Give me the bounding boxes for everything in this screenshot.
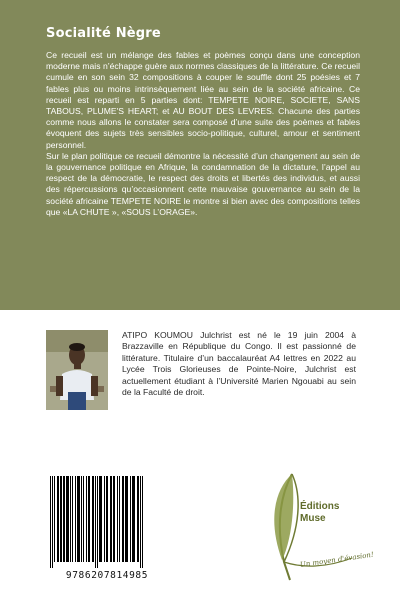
barcode-bar xyxy=(92,476,94,562)
barcode-bar xyxy=(75,476,76,562)
barcode-bar xyxy=(130,476,131,562)
barcode-bar xyxy=(113,476,115,562)
barcode-bar xyxy=(86,476,87,562)
barcode-bar xyxy=(95,476,96,568)
publisher-name-line2: Muse xyxy=(300,513,326,524)
barcode-bar xyxy=(119,476,120,562)
author-photo xyxy=(46,330,108,410)
barcode-bar xyxy=(140,476,141,568)
barcode-bar xyxy=(142,476,143,568)
barcode-bar xyxy=(72,476,73,562)
barcode-bar xyxy=(99,476,102,562)
barcode-bar xyxy=(81,476,82,562)
barcode-bar xyxy=(132,476,135,562)
publisher-slogan: Un moyen d'évasion! xyxy=(299,550,375,569)
barcode-bar xyxy=(104,476,105,562)
barcode-bar xyxy=(50,476,51,568)
barcode-bar xyxy=(70,476,71,562)
barcode-bar xyxy=(66,476,69,562)
barcode-bar xyxy=(54,476,55,562)
book-title: Socialité Nègre xyxy=(46,26,161,41)
barcode-bar xyxy=(137,476,139,562)
blurb-paragraph-1: Ce recueil est un mélange des fables et poèmes conçu dans une conception moderne mais n’échappe guère aux normes classiques de la littérature. Ce recueil cumule en son sein 32 compositions à couper le souffle dont 25 poésies et 7 fables plus ou moins intrinsèquement liée au sein de la société africaine. Ce recueil est reparti en 5 parties dont: TEMPETE NOIRE, SOCIETE, SANS TABOUS, PLUME'S HEART; et AU BOUT DES LEVRES. Chacune des parties comme nous allons le constater sera composé d’une suite des poèmes et fables évoquent des sujets très sensibles socio-politique, culturel, amour et sentiment personnel. xyxy=(46,50,360,150)
barcode-bar xyxy=(83,476,84,562)
isbn-number: 9786207814985 xyxy=(65,570,149,581)
barcode-bar xyxy=(125,476,128,562)
barcode-bar xyxy=(52,476,53,568)
barcode-bar xyxy=(88,476,90,562)
barcode-bar xyxy=(63,476,65,562)
publisher-name-line1: Éditions xyxy=(300,501,340,512)
barcode-bars xyxy=(46,476,168,568)
barcode-bar xyxy=(117,476,118,562)
barcode-bar xyxy=(60,476,62,562)
barcode-bar xyxy=(122,476,124,562)
blurb-paragraph-2: Sur le plan politique ce recueil démontre la nécessité d’un changement au sein de la gouvernance politique en Afrique, la condamnation de la dictature, l’appel au respect de la démocratie, le respect des droits et libertés des individus, et aussi des répercussions qu’occasionnent cette mauvaise gouvernance au sein de la société africaine TEMPETE NOIRE le montre si bien avec des compositions telles que «LA CHUTE », «SOUS L’ORAGE». xyxy=(46,150,360,217)
author-bio: ATIPO KOUMOU Julchrist est né le 19 juin 2004 à Brazzaville en République du Congo. Il est passionné de littérature. Titulaire d’un baccalauréat A4 lettres en 2022 au Lycée Trois Glorieuses de Pointe-Noire, Julchrist est actuellement étudiant à l’Université Marien Ngouabi au sein de la Faculté de droit. xyxy=(122,330,356,398)
barcode-bar xyxy=(57,476,59,562)
barcode-bar xyxy=(106,476,108,562)
barcode-bar xyxy=(77,476,80,562)
barcode-bar xyxy=(110,476,112,562)
barcode-bar xyxy=(97,476,98,568)
